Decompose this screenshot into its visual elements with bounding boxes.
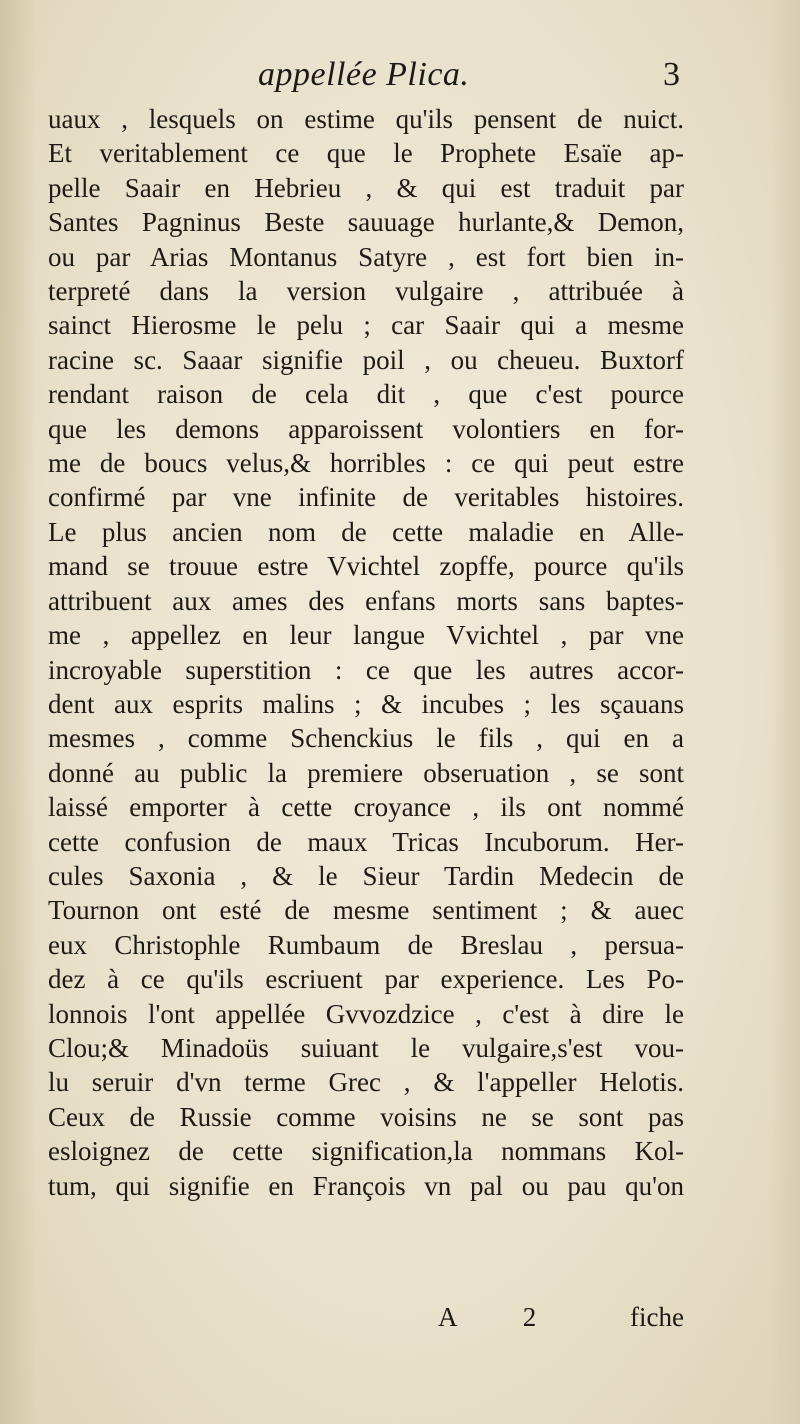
text-line: donné au public la premiere obseruation , se sont [48, 757, 684, 788]
text-line: racine sc. Saaar signifie poil , ou cheueu. Buxtorf [48, 344, 684, 375]
page-footer [48, 1302, 684, 1338]
text-line: Santes Pagninus Beste sauuage hurlante,& Demon, [48, 207, 684, 238]
text-line: attribuent aux ames des enfans morts sans baptes- [48, 585, 684, 616]
text-line: lonnois l'ont appellée Gvvozdzice , c'est à dire le [48, 998, 684, 1029]
text-line: uaux , lesquels on estime qu'ils pensent de nuict. [48, 104, 684, 134]
page-header [48, 56, 680, 102]
text-line: me de boucs velus,& horribles : ce qui peut estre [48, 448, 684, 479]
text-line: me , appellez en leur langue Vvichtel , par vne [48, 620, 684, 651]
text-line: incroyable superstition : ce que les autres accor- [48, 654, 684, 685]
text-line: cules Saxonia , & le Sieur Tardin Medecin de [48, 860, 684, 891]
text-line: confirmé par vne infinite de veritables histoires. [48, 482, 684, 513]
page-edge [770, 0, 800, 1424]
text-line: lu seruir d'vn terme Grec , & l'appeller Helotis. [48, 1067, 684, 1098]
text-line: cette confusion de maux Tricas Incuborum. Her- [48, 826, 684, 857]
text-line: Tournon ont esté de mesme sentiment ; & auec [48, 895, 684, 926]
text-line: dez à ce qu'ils escriuent par experience. Les Po- [48, 964, 684, 995]
text-line: rendant raison de cela dit , que c'est pource [48, 379, 684, 410]
text-line: eux Christophle Rumbaum de Breslau , persua- [48, 929, 684, 960]
text-line: mesmes , comme Schenckius le fils , qui en a [48, 723, 684, 754]
gutter-shadow [0, 0, 36, 1424]
text-line: esloignez de cette signification,la nommans Kol- [48, 1136, 684, 1167]
text-line: terpreté dans la version vulgaire , attribuée à [48, 276, 684, 307]
text-line: Et veritablement ce que le Prophete Esaïe ap- [48, 138, 684, 169]
text-line: laissé emporter à cette croyance , ils ont nommé [48, 792, 684, 823]
text-line: tum, qui signifie en François vn pal ou pau qu'on [48, 1170, 684, 1201]
text-line: mand se trouue estre Vvichtel zopffe, pource qu'ils [48, 551, 684, 582]
catchword: fiche [630, 1302, 684, 1332]
body-text [48, 102, 684, 1203]
running-head: appellée Plica. [258, 56, 470, 93]
signature-mark: A 2 [438, 1302, 567, 1332]
text-line: que les demons apparoissent volontiers en for- [48, 413, 684, 444]
text-line: dent aux esprits malins ; & incubes ; les sçauans [48, 688, 684, 719]
text-line: sainct Hierosme le pelu ; car Saair qui a mesme [48, 310, 684, 341]
text-line: Ceux de Russie comme voisins ne se sont pas [48, 1101, 684, 1132]
text-line: Le plus ancien nom de cette maladie en Alle- [48, 516, 684, 547]
text-line: pelle Saair en Hebrieu , & qui est traduit par [48, 172, 684, 203]
text-line: Clou;& Minadoüs suiuant le vulgaire,s'est vou- [48, 1032, 684, 1063]
text-line: ou par Arias Montanus Satyre , est fort bien in- [48, 241, 684, 272]
page-number: 3 [663, 56, 680, 93]
